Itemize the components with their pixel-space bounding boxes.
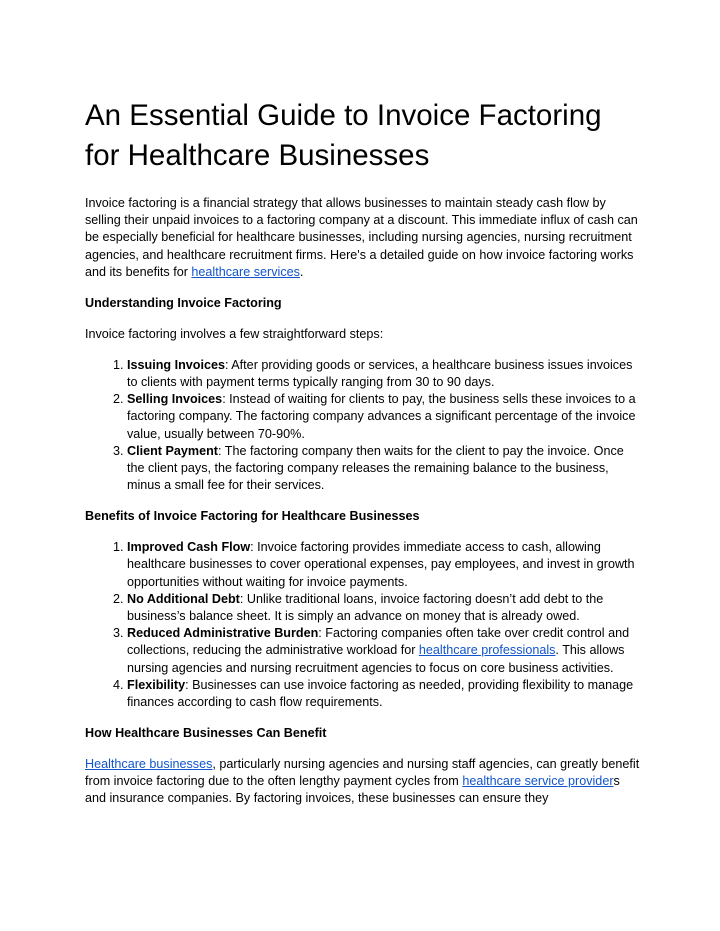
closing-paragraph xyxy=(85,756,640,808)
section-heading-understanding: Understanding Invoice Factoring xyxy=(85,295,282,310)
healthcare-businesses-link[interactable]: Healthcare businesses xyxy=(85,757,213,772)
list-item-term: Client Payment xyxy=(127,443,218,458)
list-item xyxy=(127,443,640,495)
healthcare-professionals-link[interactable]: healthcare professionals xyxy=(418,643,556,658)
list-item-term: Reduced Administrative Burden xyxy=(127,626,319,641)
section-intro-paragraph: Invoice factoring involves a few straightforward steps: xyxy=(85,326,384,341)
list-item-term: Improved Cash Flow xyxy=(127,540,251,555)
list-item-text: : Instead of waiting for clients to pay, the business sells these invoices to a factoring company. The factoring company advances a significant percentage of the invoice value, usually between 70-90%. xyxy=(127,392,636,441)
list-item-term: No Additional Debt xyxy=(127,591,240,606)
list-item-term: Flexibility xyxy=(127,677,186,692)
list-item xyxy=(127,357,640,391)
list-item xyxy=(127,677,640,711)
list-item xyxy=(127,625,640,677)
list-item-text: : The factoring company then waits for the client to pay the invoice. Once the client pays, the factoring company releases the remaining balance to the business, minus a small fee for their services. xyxy=(127,443,624,493)
list-item-text: : Unlike traditional loans, invoice factoring doesn’t add debt to the business’s balance sheet. It is simply an advance on money that is already owed. xyxy=(127,591,604,624)
list-item-term: Issuing Invoices xyxy=(127,357,225,372)
intro-text: Invoice factoring is a financial strategy that allows businesses to maintain steady cash flow by selling their unpaid invoices to a factoring company at a discount. This immediate influx of cash can be especially beneficial for healthcare businesses, including nursing agencies, nursing recruitment agencies, and healthcare recruitment firms. Here's a detailed guide on how invoice factoring works and its benefits for xyxy=(85,196,638,279)
list-item xyxy=(127,539,640,591)
section-heading-how: How Healthcare Businesses Can Benefit xyxy=(85,726,327,741)
benefits-list xyxy=(85,539,640,711)
list-item-text: : After providing goods or services, a healthcare business issues invoices to clients with payment terms typically ranging from 30 to 90 days. xyxy=(127,357,633,390)
list-item-text-end: . This allows nursing agencies and nursing recruitment agencies to focus on core business activities. xyxy=(127,643,625,675)
list-item-term: Selling Invoices xyxy=(127,392,223,407)
list-item-text: : Factoring companies often take over credit control and collections, reducing the administrative workload for xyxy=(127,626,630,658)
intro-paragraph xyxy=(85,195,640,281)
intro-text-end: . xyxy=(299,264,304,279)
page-title: An Essential Guide to Invoice Factoring for Healthcare Businesses xyxy=(85,99,602,172)
list-item-text: : Businesses can use invoice factoring as needed, providing flexibility to manage finances according to cash flow requirements. xyxy=(127,677,634,710)
list-item xyxy=(127,591,640,625)
list-item-text: : Invoice factoring provides immediate access to cash, allowing healthcare businesses to cover operational expenses, pay employees, and invest in growth opportunities without waiting for invoice payments. xyxy=(127,540,635,589)
healthcare-service-provider-link[interactable]: healthcare service provider xyxy=(462,774,614,789)
list-item xyxy=(127,391,640,443)
document-body xyxy=(85,96,640,821)
steps-list xyxy=(85,357,640,495)
healthcare-services-link[interactable]: healthcare services xyxy=(191,264,300,279)
paragraph-text-end: s and insurance companies. By factoring invoices, these businesses can ensure they xyxy=(85,774,620,806)
paragraph-text: , particularly nursing agencies and nursing staff agencies, can greatly benefit from invoice factoring due to the often lengthy payment cycles from xyxy=(85,757,640,789)
section-heading-benefits: Benefits of Invoice Factoring for Healthcare Businesses xyxy=(85,509,420,524)
